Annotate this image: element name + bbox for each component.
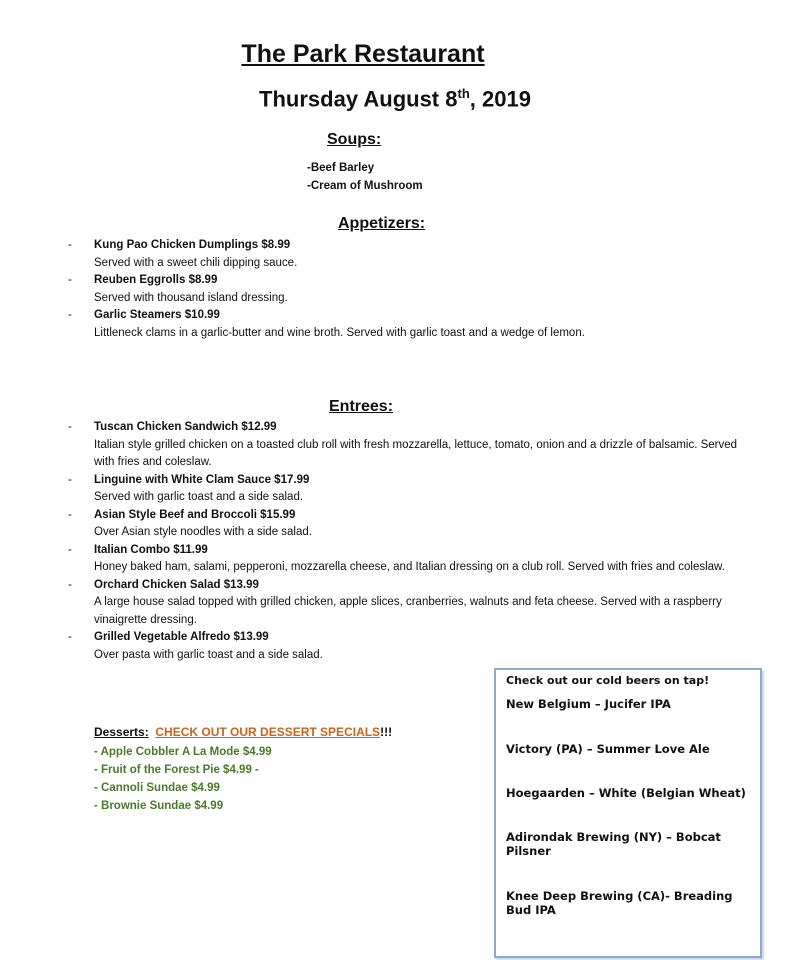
item-name: Kung Pao Chicken Dumplings $8.99 bbox=[94, 239, 291, 251]
beer-item: Adirondak Brewing (NY) – Bobcat Pilsner bbox=[506, 830, 721, 858]
beer-box bbox=[494, 668, 762, 958]
desserts-colon: : bbox=[144, 725, 149, 739]
item-name: Asian Style Beef and Broccoli $15.99 bbox=[94, 508, 296, 521]
entrees-list bbox=[68, 419, 758, 664]
item-name: Tuscan Chicken Sandwich $12.99 bbox=[94, 421, 277, 433]
item-desc: Over pasta with garlic toast and a side salad. bbox=[94, 648, 323, 661]
soup-item: -Beef Barley bbox=[307, 162, 375, 174]
date-suffix: th bbox=[457, 86, 470, 101]
item-name: Garlic Steamers $10.99 bbox=[94, 309, 220, 321]
item-name: Reuben Eggrolls $8.99 bbox=[94, 274, 218, 286]
desserts-label: Desserts bbox=[94, 725, 145, 739]
dessert-item: - Cannoli Sundae $4.99 bbox=[94, 782, 220, 794]
item-desc: Littleneck clams in a garlic-butter and wine broth. Served with garlic toast and a wedge of lemon. bbox=[94, 326, 585, 339]
dessert-item: - Brownie Sundae $4.99 bbox=[94, 800, 224, 812]
date-main: Thursday August 8 bbox=[259, 86, 458, 112]
entrees-heading: Entrees: bbox=[329, 398, 394, 415]
beer-item: Victory (PA) – Summer Love Ale bbox=[506, 742, 710, 756]
beer-heading: Check out our cold beers on tap! bbox=[506, 674, 710, 687]
item-name: Linguine with White Clam Sauce $17.99 bbox=[94, 473, 310, 486]
restaurant-title: The Park Restaurant bbox=[241, 40, 485, 68]
item-name: Orchard Chicken Salad $13.99 bbox=[94, 578, 259, 591]
list-item: - Kung Pao Chicken Dumplings $8.99 Served with a sweet chili dipping sauce. bbox=[68, 237, 768, 272]
appetizers-list bbox=[68, 237, 768, 342]
menu-date bbox=[0, 86, 790, 112]
list-item: - Garlic Steamers $10.99 Littleneck clams in a garlic-butter and wine broth. Served with garlic toast and a wedge of lemon. bbox=[68, 307, 768, 342]
item-name: Italian Combo $11.99 bbox=[94, 543, 208, 556]
beer-item: Knee Deep Brewing (CA)- Breading Bud IPA bbox=[506, 889, 733, 917]
list-item: - Linguine with White Clam Sauce $17.99 Served with garlic toast and a side salad. bbox=[68, 472, 758, 507]
list-item: - Tuscan Chicken Sandwich $12.99 Italian style grilled chicken on a toasted club roll with fresh mozzarella, lettuce, tomato, onion and a drizzle of balsamic. Served with fries and coleslaw. bbox=[68, 419, 758, 472]
item-desc: Over Asian style noodles with a side salad. bbox=[94, 526, 312, 538]
date-year: , 2019 bbox=[469, 86, 531, 112]
item-desc: Served with garlic toast and a side salad. bbox=[94, 491, 304, 503]
dessert-item: - Apple Cobbler A La Mode $4.99 bbox=[94, 746, 272, 758]
beer-item: New Belgium – Jucifer IPA bbox=[506, 697, 671, 711]
list-item: - Grilled Vegetable Alfredo $13.99 Over pasta with garlic toast and a side salad. bbox=[68, 629, 758, 664]
item-desc: A large house salad topped with grilled chicken, apple slices, cranberries, walnuts and feta cheese. Served with a raspberry vinaigrette dressing. bbox=[94, 596, 722, 626]
soup-item: -Cream of Mushroom bbox=[307, 180, 423, 192]
desserts-list bbox=[94, 743, 272, 815]
beer-item: Hoegaarden – White (Belgian Wheat) bbox=[506, 786, 746, 800]
list-item: - Orchard Chicken Salad $13.99 A large house salad topped with grilled chicken, apple slices, cranberries, walnuts and feta cheese. Served with a raspberry vinaigrette dressing. bbox=[68, 577, 758, 630]
list-item: - Reuben Eggrolls $8.99 Served with thousand island dressing. bbox=[68, 272, 768, 307]
item-desc: Honey baked ham, salami, pepperoni, mozzarella cheese, and Italian dressing on a club roll. Served with fries and coleslaw. bbox=[94, 561, 725, 573]
item-desc: Served with a sweet chili dipping sauce. bbox=[94, 256, 298, 269]
desserts-heading bbox=[94, 725, 392, 739]
appetizers-heading: Appetizers: bbox=[338, 215, 426, 232]
desserts-bang: !!! bbox=[380, 725, 393, 739]
item-desc: Served with thousand island dressing. bbox=[94, 291, 288, 304]
soups-heading: Soups: bbox=[327, 131, 382, 148]
item-desc: Italian style grilled chicken on a toasted club roll with fresh mozzarella, lettuce, tomato, onion and a drizzle of balsamic. Served with fries and coleslaw. bbox=[94, 438, 738, 468]
dessert-item: - Fruit of the Forest Pie $4.99 - bbox=[94, 764, 259, 776]
item-name: Grilled Vegetable Alfredo $13.99 bbox=[94, 631, 269, 643]
list-item: - Italian Combo $11.99 Honey baked ham, salami, pepperoni, mozzarella cheese, and Italian dressing on a club roll. Served with fries and coleslaw. bbox=[68, 542, 758, 577]
dessert-specials-callout: CHECK OUT OUR DESSERT SPECIALS bbox=[155, 725, 381, 739]
list-item: - Asian Style Beef and Broccoli $15.99 Over Asian style noodles with a side salad. bbox=[68, 507, 758, 542]
